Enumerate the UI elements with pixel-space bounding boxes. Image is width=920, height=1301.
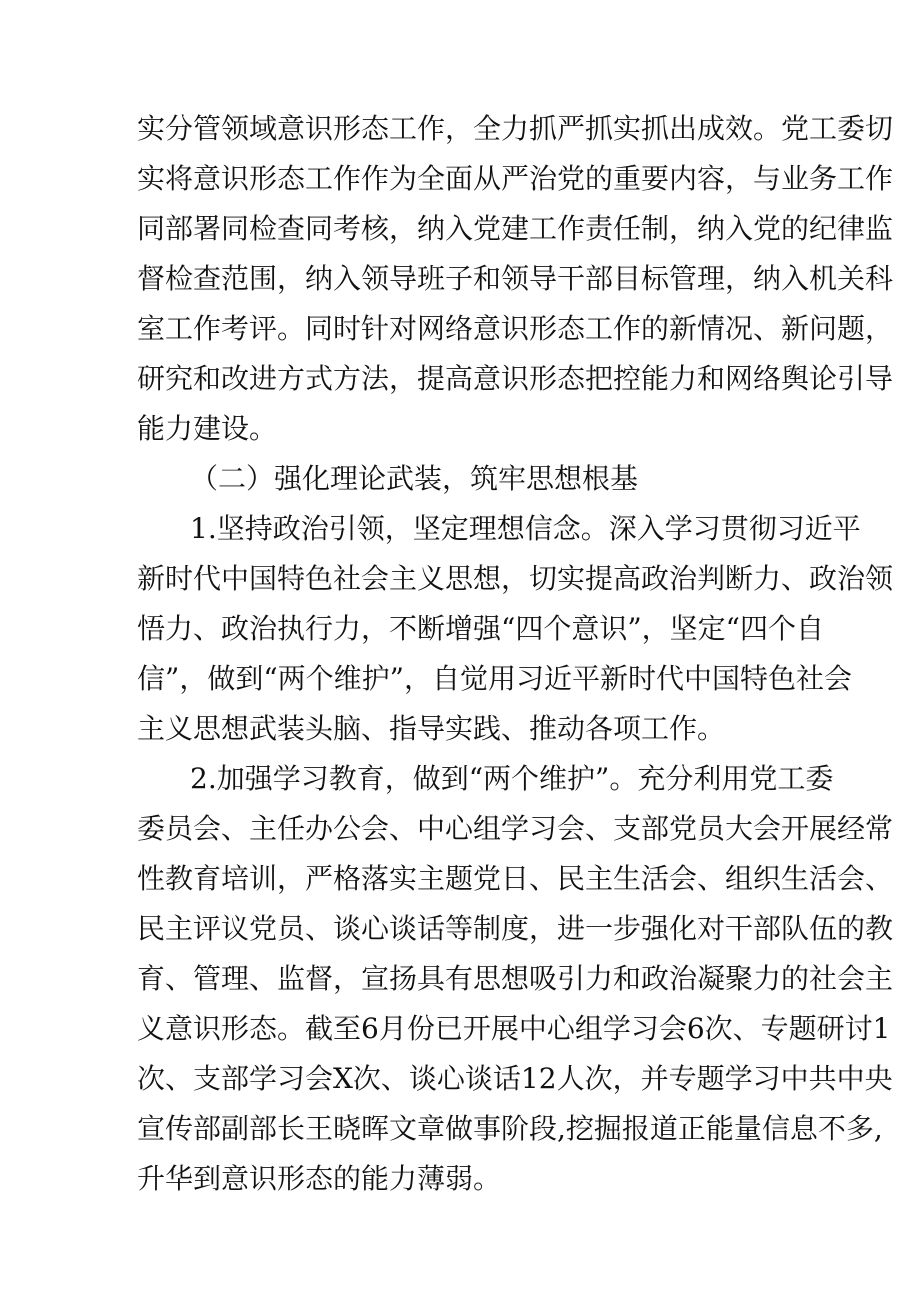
text-line-content: 性教育培训，严格落实主题党日、民主生活会、组织生活会、 [137, 862, 894, 895]
text-line [0, 204, 920, 254]
text-line [0, 854, 920, 904]
text-line [0, 1104, 920, 1154]
text-line-content: 民主评议党员、谈心谈话等制度，进一步强化对干部队伍的教 [137, 912, 894, 945]
section-heading [0, 454, 920, 504]
text-line-content: 1.坚持政治引领，坚定理想信念。深入学习贯彻习近平 [190, 512, 861, 545]
section-heading-text: （二）强化理论武装，筑牢思想根基 [190, 462, 639, 495]
text-line [0, 1004, 920, 1054]
text-line-content: 悟力、政治执行力，不断增强“四个意识”，坚定“四个自 [137, 612, 824, 645]
text-line [0, 954, 920, 1004]
text-line [0, 1154, 920, 1204]
text-line [0, 354, 920, 404]
text-line-content: 督检查范围，纳入领导班子和领导干部目标管理，纳入机关科 [137, 262, 894, 295]
text-line [0, 404, 920, 454]
text-line-content: 实将意识形态工作作为全面从严治党的重要内容，与业务工作 [137, 162, 894, 195]
text-line-content: 宣传部副部长王晓晖文章做事阶段,挖掘报道正能量信息不多, [137, 1112, 883, 1145]
text-line-content: 信”，做到“两个维护”，自觉用习近平新时代中国特色社会 [137, 662, 852, 695]
text-line-content: 升华到意识形态的能力薄弱。 [137, 1162, 502, 1195]
text-line [0, 154, 920, 204]
text-line-content: 次、支部学习会X次、谈心谈话12人次，并专题学习中共中央 [137, 1062, 893, 1095]
text-line-content: 委员会、主任办公会、中心组学习会、支部党员大会开展经常 [137, 812, 894, 845]
text-line [0, 254, 920, 304]
text-line [0, 504, 920, 554]
text-line [0, 304, 920, 354]
text-line [0, 1054, 920, 1104]
text-line [0, 804, 920, 854]
text-line-content: 主义思想武装头脑、指导实践、推动各项工作。 [137, 712, 726, 745]
text-line-content: 实分管领域意识形态工作，全力抓严抓实抓出成效。党工委切 [137, 112, 894, 145]
text-line-content: 义意识形态。截至6月份已开展中心组学习会6次、专题研讨1 [137, 1012, 891, 1045]
text-line [0, 654, 920, 704]
text-line-content: 育、管理、监督，宣扬具有思想吸引力和政治凝聚力的社会主 [137, 962, 894, 995]
text-line [0, 754, 920, 804]
text-line [0, 604, 920, 654]
text-line-content: 新时代中国特色社会主义思想，切实提高政治判断力、政治领 [137, 562, 894, 595]
text-line-content: 2.加强学习教育，做到“两个维护”。充分利用党工委 [190, 762, 834, 795]
text-line [0, 704, 920, 754]
text-line [0, 554, 920, 604]
text-line [0, 104, 920, 154]
text-line-content: 能力建设。 [137, 412, 278, 445]
text-line-content: 研究和改进方式方法，提高意识形态把控能力和网络舆论引导 [137, 362, 894, 395]
text-line-content: 室工作考评。同时针对网络意识形态工作的新情况、新问题， [137, 312, 894, 345]
text-line [0, 904, 920, 954]
text-line-content: 同部署同检查同考核，纳入党建工作责任制，纳入党的纪律监 [137, 212, 894, 245]
